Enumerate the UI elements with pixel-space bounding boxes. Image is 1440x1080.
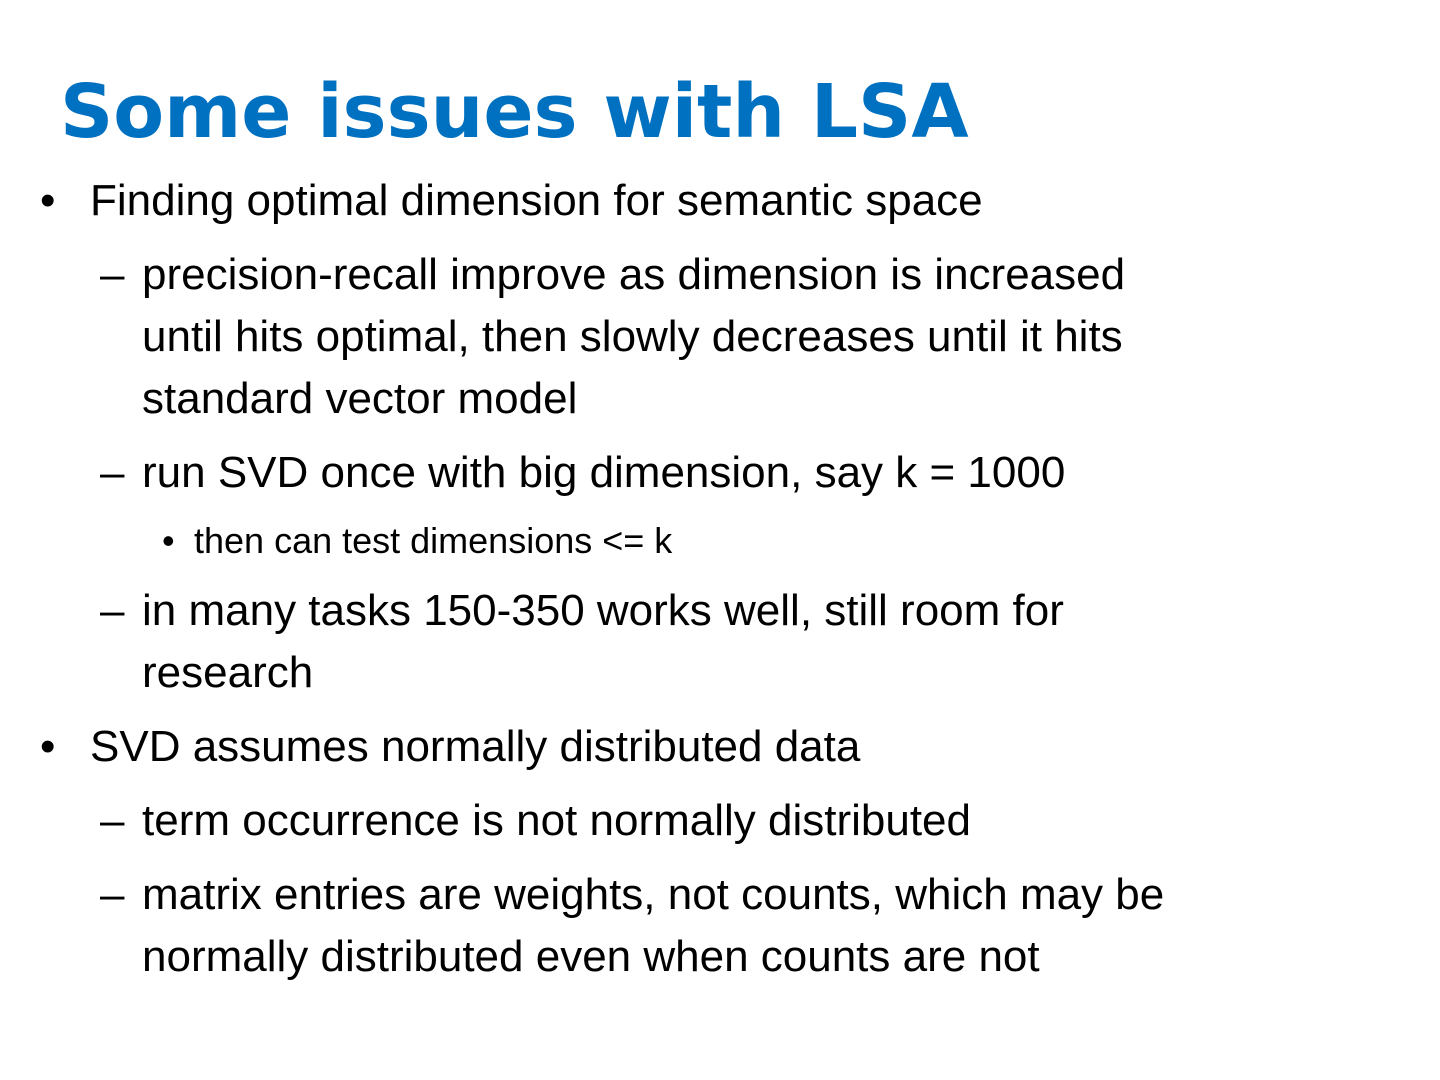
sub-bullet-text: term occurrence is not normally distributed	[142, 796, 971, 845]
bullet-text: SVD assumes normally distributed data	[90, 722, 861, 771]
bullet-marker: •	[40, 722, 56, 771]
sub-bullet-line: normally distributed even when counts are not	[142, 932, 1040, 981]
bullet-text: Finding optimal dimension for semantic space	[90, 176, 983, 225]
dash-marker: –	[100, 250, 125, 299]
dash-marker: –	[100, 796, 125, 845]
dash-marker: –	[100, 448, 125, 497]
dash-marker: –	[100, 586, 125, 635]
sub-bullet-line: research	[142, 648, 314, 697]
bullet-marker: •	[40, 176, 56, 225]
bullet-marker: •	[162, 520, 175, 561]
slide-title: Some issues with LSA	[60, 69, 969, 155]
sub-sub-bullet-text: then can test dimensions <= k	[194, 520, 673, 561]
sub-bullet-line: precision-recall improve as dimension is increased	[142, 250, 1126, 299]
sub-bullet-line: until hits optimal, then slowly decreases until it hits	[142, 312, 1123, 361]
sub-bullet-text: run SVD once with big dimension, say k = 1000	[142, 448, 1066, 497]
dash-marker: –	[100, 870, 125, 919]
sub-bullet-line: in many tasks 150-350 works well, still room for	[142, 586, 1064, 635]
sub-bullet-line: matrix entries are weights, not counts, which may be	[142, 870, 1165, 919]
sub-bullet-line: standard vector model	[142, 374, 578, 423]
